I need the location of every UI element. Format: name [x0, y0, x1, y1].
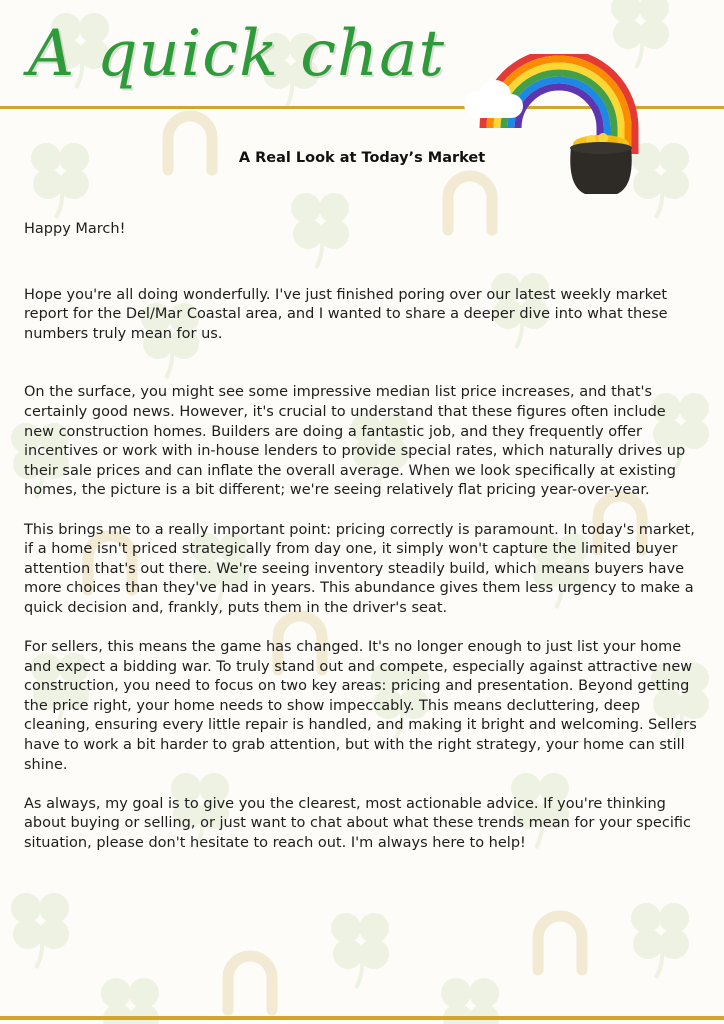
paragraph-sellers: For sellers, this means the game has changed. It's no longer enough to just list your home and expect a bidding war. To truly stand out and compete, especially against attractive new construction, you need to focus on two key areas: pricing and presentation. Beyond getting the price right, your home needs to show impeccably. This means decluttering, deep cleaning, ensuring every little repair is handled, and making it bright and welcoming. Sellers have to work a bit harder to grab attention, but with the right strategy, your home can still shine. [24, 639, 697, 773]
subtitle: A Real Look at Today’s Market [238, 150, 486, 166]
greeting: Happy March! [24, 221, 126, 237]
paragraph-intro: Hope you're all doing wonderfully. I've just finished poring over our latest weekly market report for the Del/Mar Coastal area, and I wanted to share a deeper dive into what these numbers truly mean for us. [24, 286, 668, 342]
letter-body [24, 220, 700, 854]
rainbow-icon [455, 54, 655, 204]
paragraph-pricing-correctly: This brings me to a really important point: pricing correctly is paramount. In today's market, if a home isn't priced strategically from day one, it simply won't capture the limited buyer attention that's out there. We're seeing inventory steadily build, which means buyers have more choices than they've had in years. This abundance gives them less urgency to make a quick decision and, frankly, puts them in the driver's seat. [24, 521, 695, 616]
paragraph-pricing-surface: On the surface, you might see some impressive median list price increases, and that's certainly good news. However, it's crucial to understand that these figures often include new construction homes. Builders are doing a fantastic job, and they frequently offer incentives or work with in-house lenders to provide special rates, which naturally drives up their sale prices and can inflate the overall average. When we look specifically at existing homes, the picture is a bit different; we're seeing relatively flat pricing year-over-year. [24, 384, 686, 499]
page-title: A quick chat [28, 17, 446, 91]
footer-divider [0, 1016, 724, 1020]
paragraph-closing: As always, my goal is to give you the clearest, most actionable advice. If you're thinking about buying or selling, or just want to chat about what these trends mean for your specific situation, please don't hesitate to reach out. I'm always here to help! [24, 795, 691, 852]
pot-of-gold-icon [570, 133, 632, 194]
